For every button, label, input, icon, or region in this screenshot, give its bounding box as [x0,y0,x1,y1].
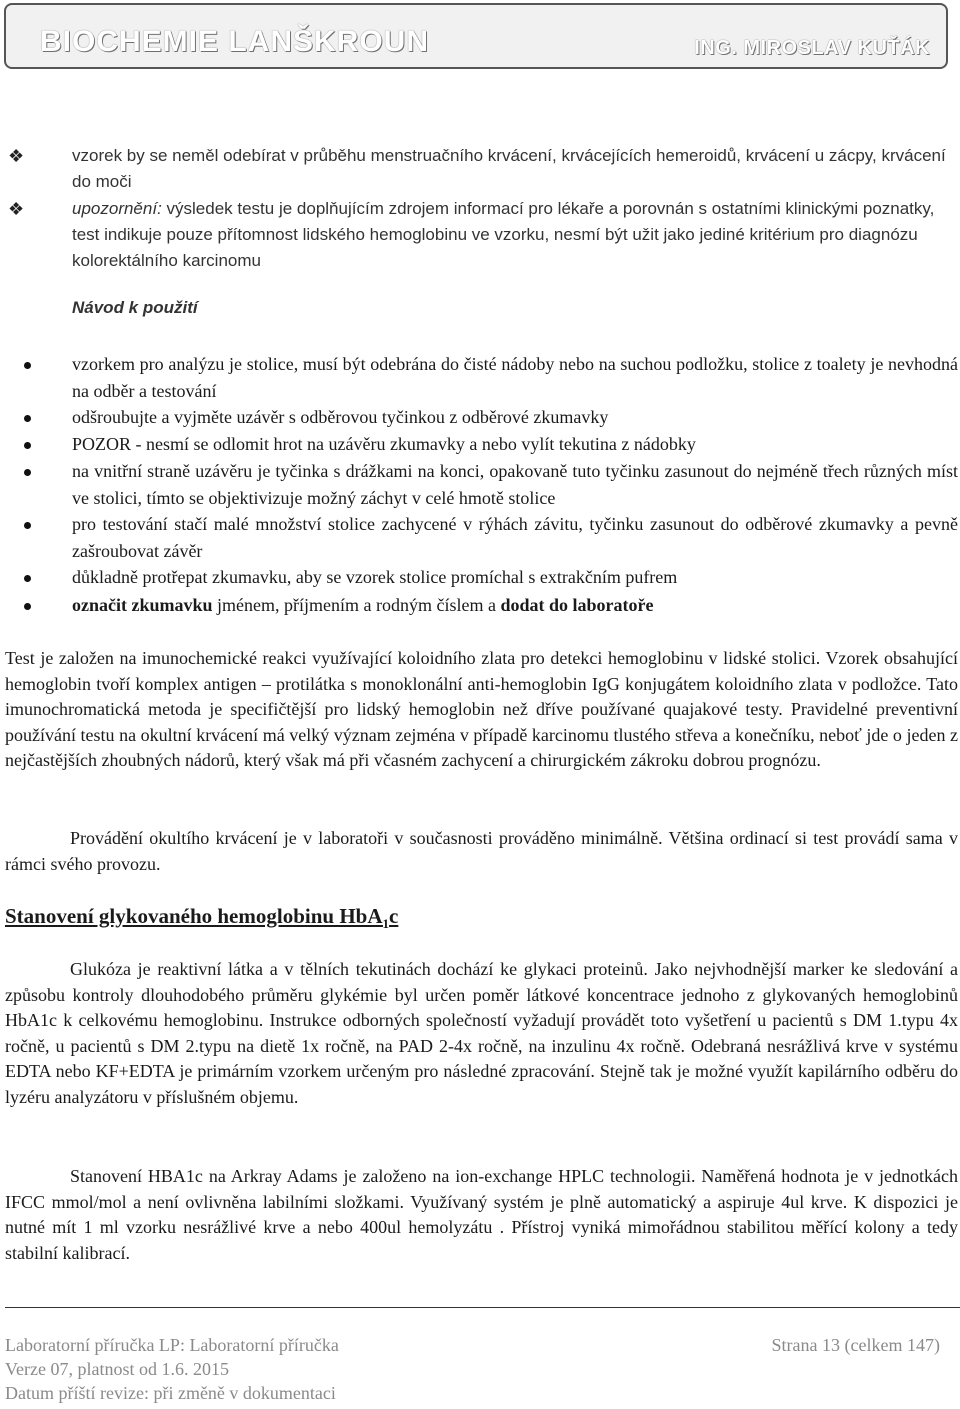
list-item: ❖ upozornění: výsledek testu je doplňujícím zdrojem informací pro lékaře a porovnán s ostatními klinickými poznatky, test indikuje pouze přítomnost lidského hemoglobinu ve vzorku, nesmí být užit jako jediné kritérium pro diagnózu kolorektálního karcinomu [72,196,958,274]
footer-page: Strana 13 (celkem 147) [771,1335,940,1355]
list-item: na vnitřní straně uzávěru je tyčinka s drážkami na konci, opakovaně tuto tyčinku zasunout do nejméně třech různých míst ve stolici, tímto se objektivizuje možný záchyt v celé hmotě stolice [72,458,958,511]
list-item: odšroubujte a vyjměte uzávěr s odběrovou tyčinkou z odběrové zkumavky [72,404,958,431]
list-item: POZOR - nesmí se odlomit hrot na uzávěru zkumavky a nebo vylít tekutina z nádobky [72,431,958,458]
list-item: pro testování stačí malé množství stolice zachycené v rýhách závitu, tyčinku zasunout do odběrové zkumavky a pevně zašroubovat závěr [72,511,958,564]
list-item: vzorkem pro analýzu je stolice, musí být odebrána do čisté nádoby nebo na suchou podložku, stolice z toalety je nevhodná na odběr a testování [72,351,958,404]
bullet-icon [24,522,31,529]
list-item: označit zkumavku jménem, příjmením a rodným číslem a dodat do laboratoře [72,592,958,619]
header-author: ING. MIROSLAV KUŤÁK [694,37,930,59]
instructions-heading: Návod k použití [72,298,198,317]
footer-version: Verze 07, platnost od 1.6. 2015 [5,1359,229,1379]
footer-revision: Datum příští revize: při změně v dokumentaci [5,1383,336,1403]
page-header [4,3,948,69]
paragraph-glucose: Glukóza je reaktivní látka a v tělních tekutinách dochází ke glykaci proteinů. Jako nejvhodnější marker ke sledování a způsobu kontroly dlouhodobého průměru glykémie byl určen poměr látkové koncentrace jednoho z glykovaných hemoglobinů HbA1c k celkovému hemoglobinu. Instrukce odborných společností vyžadují provádět toto vyšetření u pacientů s DM 1.typu 4x ročně, u pacientů s DM 2.typu na dietě 1x ročně, na PAD 2-4x ročně, na inzulinu 4x ročně. Odebraná nesrážlivá krve v systému EDTA nebo KF+EDTA je primárním vzorkem určeným pro následné zpracování. Stejně tak je možné využít kapilárního odběru do lyzéru analyzátoru v příslušném objemu. [5,959,958,1107]
bullet-icon [24,603,31,610]
arrow-bullet-icon: ❖ [8,146,25,166]
arrow-bullet-icon: ❖ [8,199,25,219]
paragraph-test-principle: Test je založen na imunochemické reakci využívající koloidního zlata pro detekci hemoglobinu v lidské stolici. Vzorek obsahující hemoglobin tvoří komplex antigen – protilátka s monoklonální anti-hemoglobin IgG konjugátem koloidního zlata v podložce. Tato imunochromatická metoda je specifičtější pro lidský hemoglobin než dříve používané quajakové testy. Pravidelné preventivní používání testu na okultní krvácení má velký význam zejména v případě karcinomu tlustého střeva a konečníku, neboť jde o jeden z nejčastějších zhoubných nádorů, který však má při včasném zachycení a chirurgickém zákroku dobrou prognózu. [5,648,958,770]
bullet-icon [24,575,31,582]
bullet-icon [24,469,31,476]
footer-divider [5,1307,960,1308]
footer-doc: Laboratorní příručka LP: Laboratorní příručka [5,1335,339,1355]
section-title: Stanovení glykovaného hemoglobinu HbA$_1$c [5,904,399,932]
bullet-icon [24,362,31,369]
bullet-icon [24,442,31,449]
header-title: BIOCHEMIE LANŠKROUN [40,25,430,58]
paragraph-occult-bleeding: Provádění okultího krvácení je v laboratoři v současnosti prováděno minimálně. Většina ordinací si test provádí sama v rámci svého provozu. [5,828,958,874]
paragraph-hplc: Stanovení HBA1c na Arkray Adams je založeno na ion-exchange HPLC technologii. Naměřená hodnota je v jednotkách IFCC mmol/mol a není ovlivněna labilními složkami. Využívaný systém je plně automatický a aspiruje 4ul krve. K dispozici je nutné mít 1 ml vzorku nesrážlivé krve a nebo 400ul hemolyzátu . Přístroj vyniká mimořádnou stabilitou měřící kolony a tedy stabilní kalibrací. [5,1166,958,1263]
bullet-icon [24,415,31,422]
warning-label: upozornění: [72,199,162,218]
list-item: důkladně protřepat zkumavku, aby se vzorek stolice promíchal s extrakčním pufrem [72,564,958,591]
list-item: ❖ vzorek by se neměl odebírat v průběhu menstruačního krvácení, krvácejících hemeroidů, krvácení u zácpy, krvácení do moči [72,143,958,195]
